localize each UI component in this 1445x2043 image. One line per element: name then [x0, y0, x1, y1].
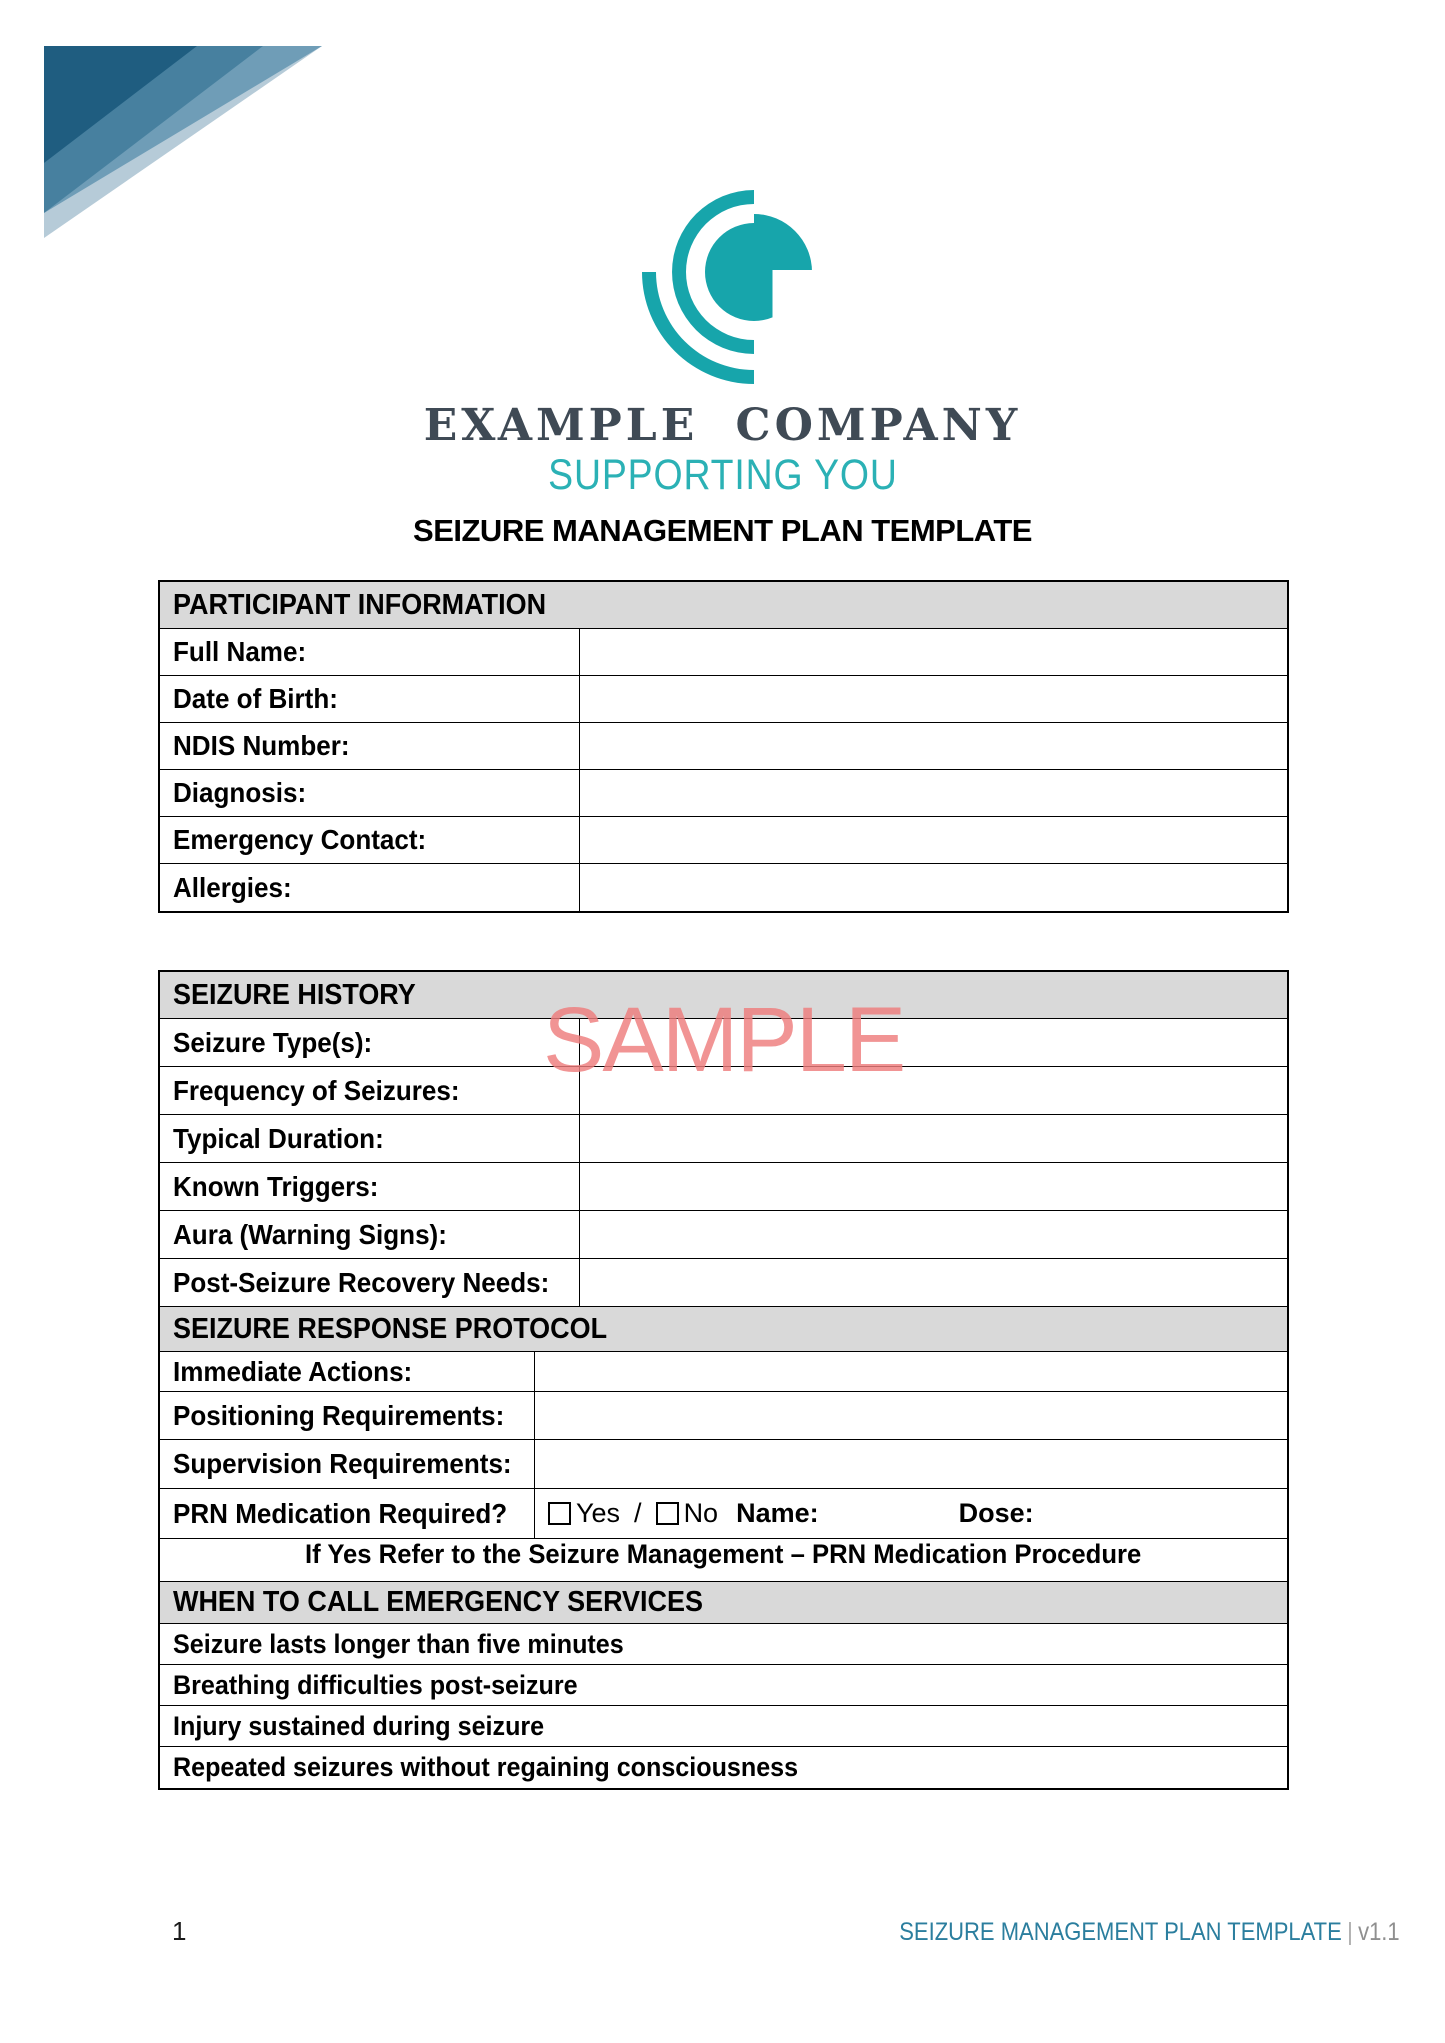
table-row — [160, 676, 1287, 723]
company-logo-icon — [615, 178, 845, 406]
section-header-seizure-history: SEIZURE HISTORY — [160, 972, 1287, 1019]
table-row — [160, 1067, 1287, 1115]
date-of-birth-value-cell[interactable] — [580, 676, 1287, 722]
known-triggers-value-cell[interactable] — [580, 1163, 1287, 1210]
field-label: PRN Medication Required? — [160, 1489, 535, 1538]
seizure-types-value-cell[interactable] — [580, 1019, 1287, 1066]
table-row — [160, 1392, 1287, 1440]
immediate-actions-value-cell[interactable] — [535, 1352, 1287, 1391]
section-header-participant-information: PARTICIPANT INFORMATION — [160, 582, 1287, 629]
post-seizure-recovery-value-cell[interactable] — [580, 1259, 1287, 1306]
field-label: Known Triggers: — [160, 1163, 580, 1210]
prn-note-row: If Yes Refer to the Seizure Management – PRN Medication Procedure — [160, 1539, 1287, 1582]
emergency-criteria-row: Breathing difficulties post-seizure — [160, 1665, 1287, 1706]
table-row — [160, 1440, 1287, 1489]
corner-triangles-icon — [44, 46, 322, 238]
emergency-contact-value-cell[interactable] — [580, 817, 1287, 863]
diagnosis-value-cell[interactable] — [580, 770, 1287, 816]
field-label: Seizure Type(s): — [160, 1019, 580, 1066]
field-label: Diagnosis: — [160, 770, 580, 816]
field-label: Typical Duration: — [160, 1115, 580, 1162]
footer-title: SEIZURE MANAGEMENT PLAN TEMPLATE — [899, 1918, 1343, 1946]
company-name: EXAMPLE COMPANY — [423, 400, 1022, 451]
field-label: Emergency Contact: — [160, 817, 580, 863]
supervision-requirements-value-cell[interactable] — [535, 1440, 1287, 1488]
table-row — [160, 1163, 1287, 1211]
participant-information-table — [158, 580, 1289, 913]
section-header-emergency-services: WHEN TO CALL EMERGENCY SERVICES — [160, 1582, 1287, 1624]
typical-duration-value-cell[interactable] — [580, 1115, 1287, 1162]
emergency-criteria-row: Injury sustained during seizure — [160, 1706, 1287, 1747]
footer-document-info — [900, 1918, 1400, 1947]
emergency-criteria-row: Repeated seizures without regaining consciousness — [160, 1747, 1287, 1788]
ndis-number-value-cell[interactable] — [580, 723, 1287, 769]
footer-separator: | — [1347, 1918, 1354, 1946]
field-label: Positioning Requirements: — [160, 1392, 535, 1439]
field-label: Date of Birth: — [160, 676, 580, 722]
field-label: Full Name: — [160, 629, 580, 675]
field-label: Post-Seizure Recovery Needs: — [160, 1259, 580, 1306]
table-row — [160, 864, 1287, 911]
field-label: NDIS Number: — [160, 723, 580, 769]
table-row — [160, 723, 1287, 770]
positioning-requirements-value-cell[interactable] — [535, 1392, 1287, 1439]
table-row — [160, 1019, 1287, 1067]
footer-version: v1.1 — [1358, 1918, 1400, 1946]
prn-separator: / — [634, 1498, 642, 1528]
page-title: SEIZURE MANAGEMENT PLAN TEMPLATE — [413, 513, 1032, 548]
prn-no-checkbox[interactable] — [656, 1502, 679, 1525]
field-label: Supervision Requirements: — [160, 1440, 535, 1488]
allergies-value-cell[interactable] — [580, 864, 1287, 911]
field-label: Frequency of Seizures: — [160, 1067, 580, 1114]
prn-medication-row — [160, 1489, 1287, 1539]
prn-dose-label: Dose: — [958, 1498, 1034, 1528]
prn-yes-checkbox[interactable] — [548, 1502, 571, 1525]
company-tagline: SUPPORTING YOU — [547, 451, 898, 499]
frequency-value-cell[interactable] — [580, 1067, 1287, 1114]
table-row — [160, 1352, 1287, 1392]
section-header-seizure-response-protocol: SEIZURE RESPONSE PROTOCOL — [160, 1307, 1287, 1352]
table-row — [160, 1115, 1287, 1163]
seizure-plan-table — [158, 970, 1289, 1790]
page-number: 1 — [172, 1916, 187, 1946]
prn-medication-value-cell — [535, 1489, 1287, 1538]
aura-value-cell[interactable] — [580, 1211, 1287, 1258]
table-row — [160, 817, 1287, 864]
prn-no-label: No — [683, 1498, 719, 1528]
table-row — [160, 1211, 1287, 1259]
sample-watermark: SAMPLE — [543, 989, 905, 1091]
table-row — [160, 770, 1287, 817]
prn-name-label: Name: — [736, 1498, 819, 1528]
emergency-criteria-row: Seizure lasts longer than five minutes — [160, 1624, 1287, 1665]
table-row — [160, 629, 1287, 676]
full-name-value-cell[interactable] — [580, 629, 1287, 675]
field-label: Allergies: — [160, 864, 580, 911]
table-row — [160, 1259, 1287, 1307]
field-label: Aura (Warning Signs): — [160, 1211, 580, 1258]
field-label: Immediate Actions: — [160, 1352, 535, 1391]
prn-yes-label: Yes — [576, 1498, 621, 1528]
